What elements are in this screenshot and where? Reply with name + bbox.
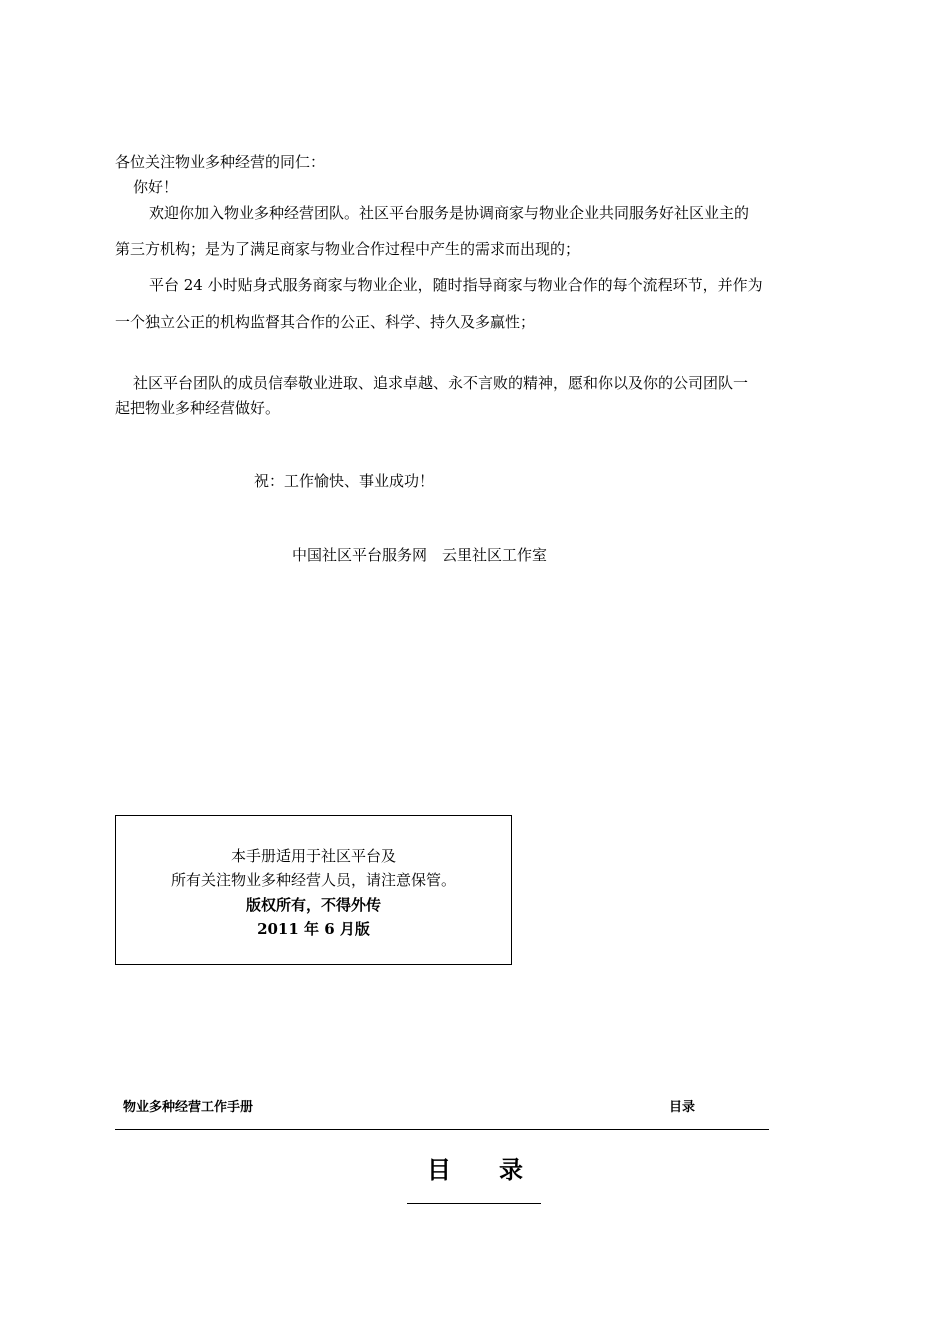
signature: 中国社区平台服务网 云里社区工作室 <box>292 546 548 564</box>
header-rule <box>115 1129 769 1130</box>
notice-box <box>115 815 512 965</box>
notice-line-2: 所有关注物业多种经营人员，请注意保管。 <box>170 871 456 889</box>
paragraph-3-line-1: 社区平台团队的成员信奉敬业进取、追求卓越、永不言败的精神，愿和你以及你的公司团队一 <box>133 374 749 392</box>
toc-title-underline <box>407 1203 541 1204</box>
header-manual-title: 物业多种经营工作手册 <box>123 1100 254 1115</box>
copyright-notice: 版权所有，不得外传 <box>245 896 381 914</box>
salutation: 各位关注物业多种经营的同仁： <box>115 153 326 171</box>
edition-date: 2011 年 6 月版 <box>257 920 370 938</box>
paragraph-3-line-2: 起把物业多种经营做好。 <box>115 399 281 417</box>
paragraph-2-line-2: 一个独立公正的机构监督其合作的公正、科学、持久及多赢性； <box>115 313 536 331</box>
notice-line-1: 本手册适用于社区平台及 <box>230 847 396 865</box>
paragraph-1-line-1: 欢迎你加入物业多种经营团队。社区平台服务是协调商家与物业企业共同服务好社区业主的 <box>149 204 750 222</box>
paragraph-1-line-2: 第三方机构；是为了满足商家与物业合作过程中产生的需求而出现的； <box>115 240 581 258</box>
toc-title: 目 录 <box>427 1156 523 1184</box>
wish: 祝：工作愉快、事业成功！ <box>254 472 435 490</box>
paragraph-2-line-1: 平台 24 小时贴身式服务商家与物业企业，随时指导商家与物业合作的每个流程环节，并作为 <box>149 276 763 294</box>
greeting: 你好！ <box>133 178 179 196</box>
header-section-label: 目录 <box>669 1100 696 1115</box>
